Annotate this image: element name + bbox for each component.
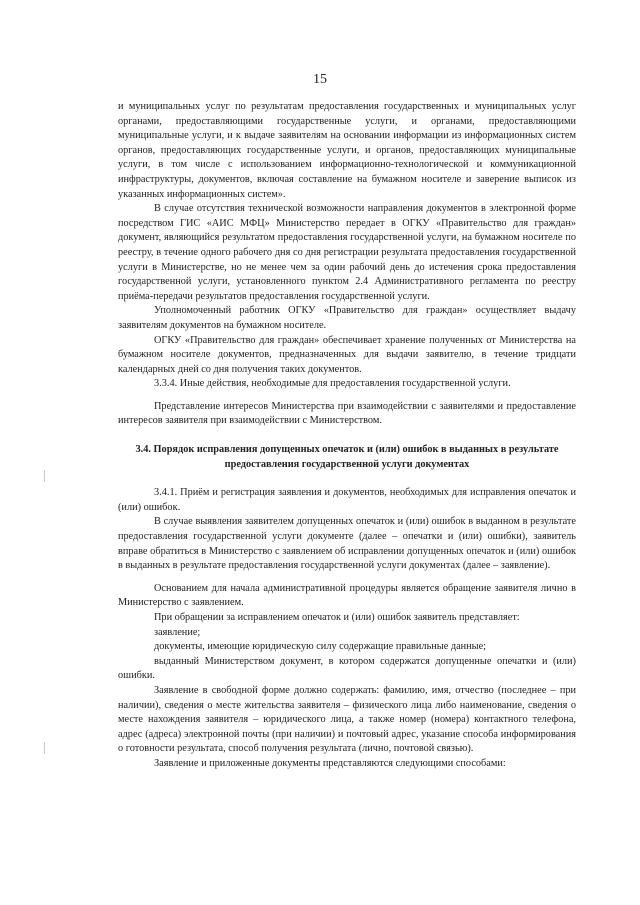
scan-mark	[44, 742, 45, 754]
scan-mark	[44, 470, 45, 482]
paragraph: Заявление в свободной форме должно содержать: фамилию, имя, отчество (последнее – при наличии), сведения о месте жительства заявителя – физического лица либо наименование, сведения о месте нахождения заявителя – юридического лица, а также номер (номера) контактного телефона, адрес (адреса) электронной почты (при наличии) и почтовый адрес, указание способа информирования о готовности результата, способ получения результата (лично, почтовой связью).	[118, 684, 576, 755]
paragraph: Заявление и приложенные документы представляются следующими способами:	[154, 757, 506, 769]
paragraph: и муниципальных услуг по результатам предоставления государственных и муниципальных услуг органами, предоставляющими государственные услуги, и органами, предоставляющими муниципальные услуги, и к выдаче заявителям на основании информации из информационных систем органов, предоставляющих государственные услуги, и органов, предоставляющих муниципальные услуги, в том числе с использованием информационно-технологической и коммуникационной инфраструктуры, документов, включая составление на бумажном носителе и заверение выписок из указанных информационных систем».	[118, 101, 576, 200]
section-heading: 3.4. Порядок исправления допущенных опечаток и (или) ошибок в выданных в результате предоставления государственной услуги документах	[135, 444, 559, 470]
paragraph: 3.3.4. Иные действия, необходимые для предоставления государственной услуги.	[154, 378, 511, 390]
document-body	[118, 100, 576, 772]
page-number: 15	[313, 72, 327, 87]
list-item: заявление;	[154, 626, 201, 638]
paragraph: ОГКУ «Правительство для граждан» обеспечивает хранение полученных от Министерства на бумажном носителе документов, предназначенных для выдачи заявителю, в течение тридцати календарных дней со дня получения таких документов.	[118, 334, 576, 375]
paragraph: Представление интересов Министерства при взаимодействии с заявителями и предоставление интересов заявителя при взаимодействии с Министерством.	[118, 400, 576, 427]
paragraph: При обращении за исправлением опечаток и (или) ошибок заявитель представляет:	[154, 612, 520, 623]
paragraph: Уполномоченный работник ОГКУ «Правительство для граждан» осуществляет выдачу заявителям документов на бумажном носителе.	[118, 305, 576, 331]
paragraph: В случае отсутствия технической возможности направления документов в электронной форме посредством ГИС «АИС МФЦ» Министерство передает в ОГКУ «Правительство для граждан» документ, являющийся результатом предоставления государственной услуги, на бумажном носителе по реестру, в течение одного рабочего дня со дня регистрации результата предоставления государственной услуги в Министерстве, но не менее чем за один рабочий день до истечения срока предоставления государственной услуги, установленного пунктом 2.4 Административного регламента по реестру приёма-передачи результатов предоставления государственной услуги.	[118, 203, 576, 302]
list-item: документы, имеющие юридическую силу содержащие правильные данные;	[154, 641, 487, 653]
paragraph: В случае выявления заявителем допущенных опечаток и (или) ошибок в выданном в результате предоставления государственной услуги документе (далее – опечатки и (или) ошибки), заявитель вправе обратиться в Министерство с заявлением об исправлении допущенных опечаток и (или) ошибок в выданных в результате предоставления государственной услуги документах (далее – заявление).	[118, 516, 576, 572]
paragraph: 3.4.1. Приём и регистрация заявления и документов, необходимых для исправления опечаток и (или) ошибок.	[118, 487, 576, 513]
paragraph: Основанием для начала административной процедуры является обращение заявителя лично в Министерство с заявлением.	[118, 582, 576, 609]
list-item: выданный Министерством документ, в котором содержатся допущенные опечатки и (или) ошибки.	[118, 655, 576, 682]
